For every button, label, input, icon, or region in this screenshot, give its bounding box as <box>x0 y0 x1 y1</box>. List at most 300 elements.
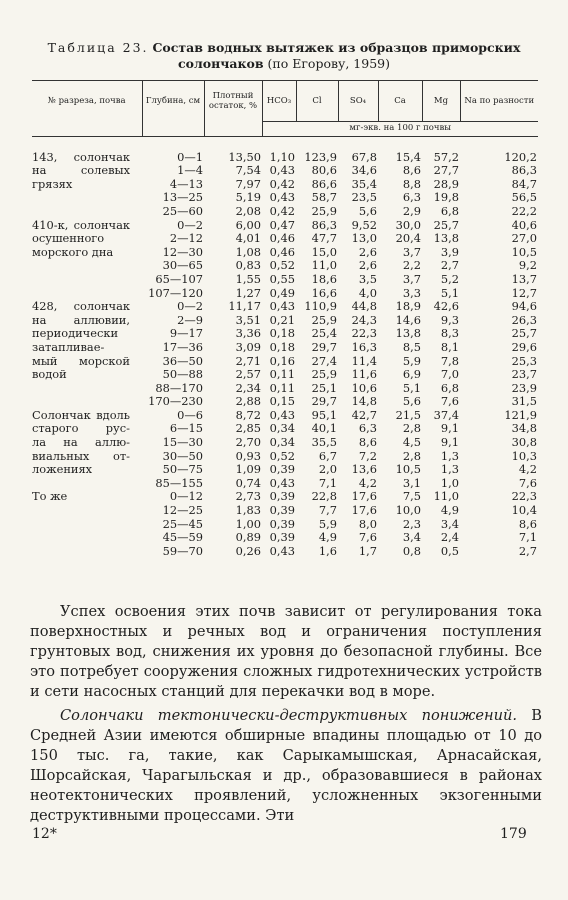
paragraph-1: Успех освоения этих почв зависит от регулирования тока поверхностных и речных вод и ограничения поступления грунтовых вод, снижения их уровня до безопасной глубины. Все это потребует сооружения сложных гидротехнических устройств и сети насосных станций для перекачки вод в море. <box>30 603 542 700</box>
value-cell: 29,7 <box>311 394 337 409</box>
value-cell: 1,7 <box>358 543 377 558</box>
value-cell: 40,1 <box>311 421 337 436</box>
value-cell: 0,93 <box>235 448 261 463</box>
value-cell: 1,3 <box>440 448 459 463</box>
depth-cell: 9—17 <box>169 326 203 341</box>
value-cell: 0,5 <box>440 543 459 558</box>
value-cell: 11,4 <box>351 353 377 368</box>
value-cell: 10,6 <box>351 380 377 395</box>
value-cell: 8,6 <box>402 163 421 178</box>
depth-cell: 36—50 <box>162 353 203 368</box>
table-row <box>32 490 538 504</box>
value-cell: 30,0 <box>395 217 421 232</box>
value-cell: 2,71 <box>235 353 261 368</box>
value-cell: 22,2 <box>511 203 537 218</box>
table-body <box>32 151 538 559</box>
column-header: Na по разности <box>460 81 538 122</box>
value-cell: 35,5 <box>311 435 337 450</box>
sample-label: водой <box>32 367 67 382</box>
value-cell: 1,6 <box>318 543 337 558</box>
sample-label <box>32 518 142 532</box>
value-cell: 13,0 <box>351 231 377 246</box>
value-cell: 25,9 <box>311 312 337 327</box>
value-cell: 25,1 <box>311 380 337 395</box>
value-cell: 9,3 <box>440 312 459 327</box>
value-cell: 9,2 <box>518 258 537 273</box>
value-cell: 0,89 <box>235 530 261 545</box>
value-cell: 8,0 <box>358 516 377 531</box>
table-row <box>32 341 538 355</box>
value-cell: 1,00 <box>235 516 261 531</box>
value-cell: 95,1 <box>311 407 337 422</box>
value-cell: 4,5 <box>402 435 421 450</box>
value-cell: 17,6 <box>351 489 377 504</box>
sample-label <box>32 259 142 273</box>
value-cell: 15,4 <box>395 149 421 164</box>
value-cell: 1,0 <box>440 475 459 490</box>
value-cell: 1,09 <box>235 462 261 477</box>
value-cell: 0,15 <box>269 394 295 409</box>
value-cell: 7,7 <box>318 503 337 518</box>
value-cell: 25,4 <box>311 326 337 341</box>
column-header: Cl <box>296 81 338 122</box>
depth-cell: 15—30 <box>162 435 203 450</box>
value-cell: 17,6 <box>351 503 377 518</box>
depth-cell: 45—59 <box>162 530 203 545</box>
value-cell: 21,5 <box>395 407 421 422</box>
value-cell: 120,2 <box>504 149 537 164</box>
value-cell: 0,42 <box>269 203 295 218</box>
sample-label: То же <box>32 489 68 504</box>
value-cell: 3,51 <box>235 312 261 327</box>
value-cell: 11,17 <box>228 299 261 314</box>
value-cell: 2,8 <box>402 421 421 436</box>
value-cell: 25,9 <box>311 367 337 382</box>
value-cell: 13,50 <box>228 149 261 164</box>
table-row <box>32 246 538 260</box>
units-label: мг-экв. на 100 г почвы <box>262 122 538 137</box>
value-cell: 19,8 <box>433 190 459 205</box>
value-cell: 9,52 <box>351 217 377 232</box>
table-row <box>32 178 538 192</box>
value-cell: 23,7 <box>511 367 537 382</box>
value-cell: 10,5 <box>511 244 537 259</box>
value-cell: 7,0 <box>440 367 459 382</box>
value-cell: 4,2 <box>358 475 377 490</box>
value-cell: 0,43 <box>269 543 295 558</box>
depth-cell: 2—12 <box>169 231 203 246</box>
value-cell: 0,46 <box>269 231 295 246</box>
value-cell: 8,6 <box>358 435 377 450</box>
value-cell: 20,4 <box>395 231 421 246</box>
sample-label: ла на аллю- <box>32 435 130 450</box>
value-cell: 5,2 <box>440 271 459 286</box>
value-cell: 0,43 <box>269 299 295 314</box>
caption-title: Состав водных вытяжек из образцов приморских солончаков <box>152 40 521 71</box>
table-row <box>32 287 538 301</box>
value-cell: 6,8 <box>440 203 459 218</box>
value-cell: 0,74 <box>235 475 261 490</box>
value-cell: 80,6 <box>311 163 337 178</box>
value-cell: 0,39 <box>269 503 295 518</box>
depth-cell: 0—6 <box>177 407 203 422</box>
value-cell: 0,11 <box>269 367 295 382</box>
sample-label: осушенного <box>32 231 105 246</box>
value-cell: 86,3 <box>511 163 537 178</box>
value-cell: 34,6 <box>351 163 377 178</box>
value-cell: 0,43 <box>269 190 295 205</box>
value-cell: 14,8 <box>351 394 377 409</box>
value-cell: 14,6 <box>395 312 421 327</box>
value-cell: 0,39 <box>269 530 295 545</box>
value-cell: 22,8 <box>311 489 337 504</box>
value-cell: 2,8 <box>402 448 421 463</box>
value-cell: 7,5 <box>402 489 421 504</box>
value-cell: 8,6 <box>518 516 537 531</box>
value-cell: 2,3 <box>402 516 421 531</box>
value-cell: 7,6 <box>358 530 377 545</box>
value-cell: 84,7 <box>511 176 537 191</box>
depth-cell: 6—15 <box>169 421 203 436</box>
value-cell: 0,43 <box>269 407 295 422</box>
value-cell: 16,6 <box>311 285 337 300</box>
value-cell: 6,3 <box>358 421 377 436</box>
value-cell: 2,0 <box>318 462 337 477</box>
value-cell: 4,2 <box>518 462 537 477</box>
value-cell: 123,9 <box>304 149 337 164</box>
value-cell: 2,34 <box>235 380 261 395</box>
table-row <box>32 477 538 491</box>
value-cell: 67,8 <box>351 149 377 164</box>
table-row <box>32 382 538 396</box>
value-cell: 16,3 <box>351 339 377 354</box>
value-cell: 47,7 <box>311 231 337 246</box>
table-row <box>32 205 538 219</box>
sample-label: на аллювии, <box>32 312 130 327</box>
value-cell: 34,8 <box>511 421 537 436</box>
depth-cell: 170—230 <box>148 394 203 409</box>
depth-cell: 50—75 <box>162 462 203 477</box>
value-cell: 5,9 <box>402 353 421 368</box>
value-cell: 9,1 <box>440 435 459 450</box>
sample-label: Солончак вдоль <box>32 407 130 422</box>
sample-label: 143, солончак <box>32 149 130 164</box>
value-cell: 0,55 <box>269 271 295 286</box>
value-cell: 0,42 <box>269 176 295 191</box>
value-cell: 29,7 <box>311 339 337 354</box>
sample-label <box>32 287 142 301</box>
value-cell: 35,4 <box>351 176 377 191</box>
depth-cell: 4—13 <box>169 176 203 191</box>
value-cell: 18,6 <box>311 271 337 286</box>
value-cell: 2,57 <box>235 367 261 382</box>
table-row <box>32 300 538 314</box>
value-cell: 2,6 <box>358 244 377 259</box>
value-cell: 3,36 <box>235 326 261 341</box>
caption-source: (по Егорову, 1959) <box>267 56 390 71</box>
value-cell: 28,9 <box>433 176 459 191</box>
section-heading: Солончаки тектонически-деструктивных понижений. <box>60 707 518 724</box>
sample-label: старого рус- <box>32 421 130 436</box>
value-cell: 6,00 <box>235 217 261 232</box>
value-cell: 1,3 <box>440 462 459 477</box>
value-cell: 3,3 <box>402 285 421 300</box>
value-cell: 6,7 <box>318 448 337 463</box>
value-cell: 27,0 <box>511 231 537 246</box>
value-cell: 3,7 <box>402 244 421 259</box>
value-cell: 3,5 <box>358 271 377 286</box>
value-cell: 27,7 <box>433 163 459 178</box>
value-cell: 6,3 <box>402 190 421 205</box>
value-cell: 58,7 <box>311 190 337 205</box>
value-cell: 86,6 <box>311 176 337 191</box>
table-row <box>32 327 538 341</box>
caption-label: Таблица 23. <box>47 40 149 55</box>
paragraph-2: Солончаки тектонически-деструктивных понижений. В Средней Азии имеются обширные впадины площадью от 10 до 150 тыс. га, такие, как Сарыкамышская, Арнасайская, Шорсайская, Чарагыльская и др., образовавшиеся в районах неотектонических проявлений, усложненных экзогенными деструктивными процессами. Эти <box>30 707 542 824</box>
value-cell: 0,49 <box>269 285 295 300</box>
value-cell: 10,0 <box>395 503 421 518</box>
value-cell: 0,18 <box>269 339 295 354</box>
value-cell: 5,6 <box>402 394 421 409</box>
value-cell: 1,55 <box>235 271 261 286</box>
value-cell: 4,01 <box>235 231 261 246</box>
sample-label <box>32 477 142 491</box>
value-cell: 7,54 <box>235 163 261 178</box>
value-cell: 2,2 <box>402 258 421 273</box>
column-header: № разреза, почва <box>32 81 142 122</box>
value-cell: 5,1 <box>402 380 421 395</box>
value-cell: 23,5 <box>351 190 377 205</box>
value-cell: 42,7 <box>351 407 377 422</box>
value-cell: 3,7 <box>402 271 421 286</box>
value-cell: 0,52 <box>269 258 295 273</box>
value-cell: 22,3 <box>351 326 377 341</box>
depth-cell: 50—88 <box>162 367 203 382</box>
table-caption <box>30 40 538 72</box>
sample-label <box>32 273 142 287</box>
value-cell: 6,9 <box>402 367 421 382</box>
value-cell: 11,6 <box>351 367 377 382</box>
value-cell: 10,5 <box>395 462 421 477</box>
value-cell: 2,73 <box>235 489 261 504</box>
table-row <box>32 368 538 382</box>
value-cell: 11,0 <box>311 258 337 273</box>
value-cell: 0,18 <box>269 326 295 341</box>
sample-label <box>32 191 142 205</box>
value-cell: 15,0 <box>311 244 337 259</box>
sample-label: мый морской <box>32 353 130 368</box>
sample-label <box>32 504 142 518</box>
value-cell: 0,16 <box>269 353 295 368</box>
value-cell: 13,8 <box>433 231 459 246</box>
value-cell: 10,3 <box>511 448 537 463</box>
value-cell: 0,43 <box>269 163 295 178</box>
sample-label <box>32 205 142 219</box>
value-cell: 7,6 <box>440 394 459 409</box>
value-cell: 0,43 <box>269 475 295 490</box>
value-cell: 27,4 <box>311 353 337 368</box>
data-table <box>32 80 538 558</box>
value-cell: 10,4 <box>511 503 537 518</box>
value-cell: 3,4 <box>440 516 459 531</box>
value-cell: 13,7 <box>511 271 537 286</box>
value-cell: 4,0 <box>358 285 377 300</box>
value-cell: 0,52 <box>269 448 295 463</box>
signature-mark: 12* <box>32 826 57 842</box>
value-cell: 0,39 <box>269 489 295 504</box>
sample-label: морского дна <box>32 244 114 259</box>
value-cell: 8,3 <box>440 326 459 341</box>
value-cell: 25,7 <box>511 326 537 341</box>
table-row <box>32 409 538 423</box>
table-row <box>32 422 538 436</box>
sample-label <box>32 382 142 396</box>
value-cell: 2,88 <box>235 394 261 409</box>
depth-cell: 0—2 <box>177 299 203 314</box>
depth-cell: 1—4 <box>177 163 203 178</box>
value-cell: 3,09 <box>235 339 261 354</box>
value-cell: 0,26 <box>235 543 261 558</box>
value-cell: 12,7 <box>511 285 537 300</box>
value-cell: 56,5 <box>511 190 537 205</box>
depth-cell: 59—70 <box>162 543 203 558</box>
depth-cell: 2—9 <box>177 312 203 327</box>
value-cell: 1,27 <box>235 285 261 300</box>
value-cell: 2,6 <box>358 258 377 273</box>
table-row <box>32 273 538 287</box>
value-cell: 22,3 <box>511 489 537 504</box>
value-cell: 7,1 <box>518 530 537 545</box>
value-cell: 5,9 <box>318 516 337 531</box>
table-row <box>32 463 538 477</box>
table-row <box>32 395 538 409</box>
table-row <box>32 219 538 233</box>
table-row <box>32 355 538 369</box>
depth-cell: 30—50 <box>162 448 203 463</box>
table-row <box>32 232 538 246</box>
value-cell: 13,8 <box>395 326 421 341</box>
depth-cell: 17—36 <box>162 339 203 354</box>
value-cell: 2,7 <box>518 543 537 558</box>
column-header: Ca <box>378 81 422 122</box>
table-row <box>32 504 538 518</box>
table-row <box>32 259 538 273</box>
value-cell: 121,9 <box>504 407 537 422</box>
value-cell: 40,6 <box>511 217 537 232</box>
page-number: 179 <box>500 826 527 842</box>
value-cell: 0,34 <box>269 421 295 436</box>
sample-label: периодически <box>32 326 119 341</box>
depth-cell: 12—25 <box>162 503 203 518</box>
value-cell: 30,8 <box>511 435 537 450</box>
sample-label: 428, солончак <box>32 299 130 314</box>
table-row <box>32 191 538 205</box>
depth-cell: 0—2 <box>177 217 203 232</box>
value-cell: 8,72 <box>235 407 261 422</box>
depth-cell: 13—25 <box>162 190 203 205</box>
depth-cell: 0—12 <box>169 489 203 504</box>
value-cell: 42,6 <box>433 299 459 314</box>
value-cell: 25,3 <box>511 353 537 368</box>
depth-cell: 85—155 <box>155 475 203 490</box>
value-cell: 0,21 <box>269 312 295 327</box>
value-cell: 0,83 <box>235 258 261 273</box>
value-cell: 1,10 <box>269 149 295 164</box>
depth-cell: 12—30 <box>162 244 203 259</box>
value-cell: 8,1 <box>440 339 459 354</box>
value-cell: 8,8 <box>402 176 421 191</box>
value-cell: 0,39 <box>269 462 295 477</box>
depth-cell: 25—60 <box>162 203 203 218</box>
table-row <box>32 518 538 532</box>
value-cell: 24,3 <box>351 312 377 327</box>
table-row <box>32 531 538 545</box>
value-cell: 86,3 <box>311 217 337 232</box>
sample-label: виальных от- <box>32 448 130 463</box>
value-cell: 2,08 <box>235 203 261 218</box>
sample-label: на солевых <box>32 163 130 178</box>
table-row <box>32 151 538 165</box>
value-cell: 2,9 <box>402 203 421 218</box>
table-row <box>32 314 538 328</box>
depth-cell: 30—65 <box>162 258 203 273</box>
value-cell: 1,83 <box>235 503 261 518</box>
value-cell: 11,0 <box>433 489 459 504</box>
value-cell: 4,9 <box>318 530 337 545</box>
value-cell: 57,2 <box>433 149 459 164</box>
value-cell: 0,11 <box>269 380 295 395</box>
value-cell: 8,5 <box>402 339 421 354</box>
value-cell: 3,4 <box>402 530 421 545</box>
value-cell: 0,46 <box>269 244 295 259</box>
column-header: Плотный остаток, % <box>204 81 262 122</box>
sample-label: грязях <box>32 176 73 191</box>
depth-cell: 107—120 <box>148 285 203 300</box>
value-cell: 26,3 <box>511 312 537 327</box>
value-cell: 3,1 <box>402 475 421 490</box>
value-cell: 94,6 <box>511 299 537 314</box>
value-cell: 0,34 <box>269 435 295 450</box>
depth-cell: 25—45 <box>162 516 203 531</box>
value-cell: 5,6 <box>358 203 377 218</box>
sample-label: затапливае- <box>32 339 105 354</box>
depth-cell: 88—170 <box>155 380 203 395</box>
value-cell: 2,70 <box>235 435 261 450</box>
value-cell: 5,19 <box>235 190 261 205</box>
sample-label: ложениях <box>32 462 93 477</box>
value-cell: 110,9 <box>304 299 337 314</box>
table-row <box>32 450 538 464</box>
value-cell: 1,08 <box>235 244 261 259</box>
value-cell: 3,9 <box>440 244 459 259</box>
depth-cell: 0—1 <box>177 149 203 164</box>
value-cell: 0,47 <box>269 217 295 232</box>
value-cell: 6,8 <box>440 380 459 395</box>
value-cell: 13,6 <box>351 462 377 477</box>
value-cell: 31,5 <box>511 394 537 409</box>
value-cell: 25,7 <box>433 217 459 232</box>
depth-cell: 65—107 <box>155 271 203 286</box>
value-cell: 2,4 <box>440 530 459 545</box>
value-cell: 0,39 <box>269 516 295 531</box>
value-cell: 7,8 <box>440 353 459 368</box>
table-header <box>32 81 538 151</box>
value-cell: 4,9 <box>440 503 459 518</box>
value-cell: 7,97 <box>235 176 261 191</box>
value-cell: 37,4 <box>433 407 459 422</box>
value-cell: 18,9 <box>395 299 421 314</box>
value-cell: 23,9 <box>511 380 537 395</box>
